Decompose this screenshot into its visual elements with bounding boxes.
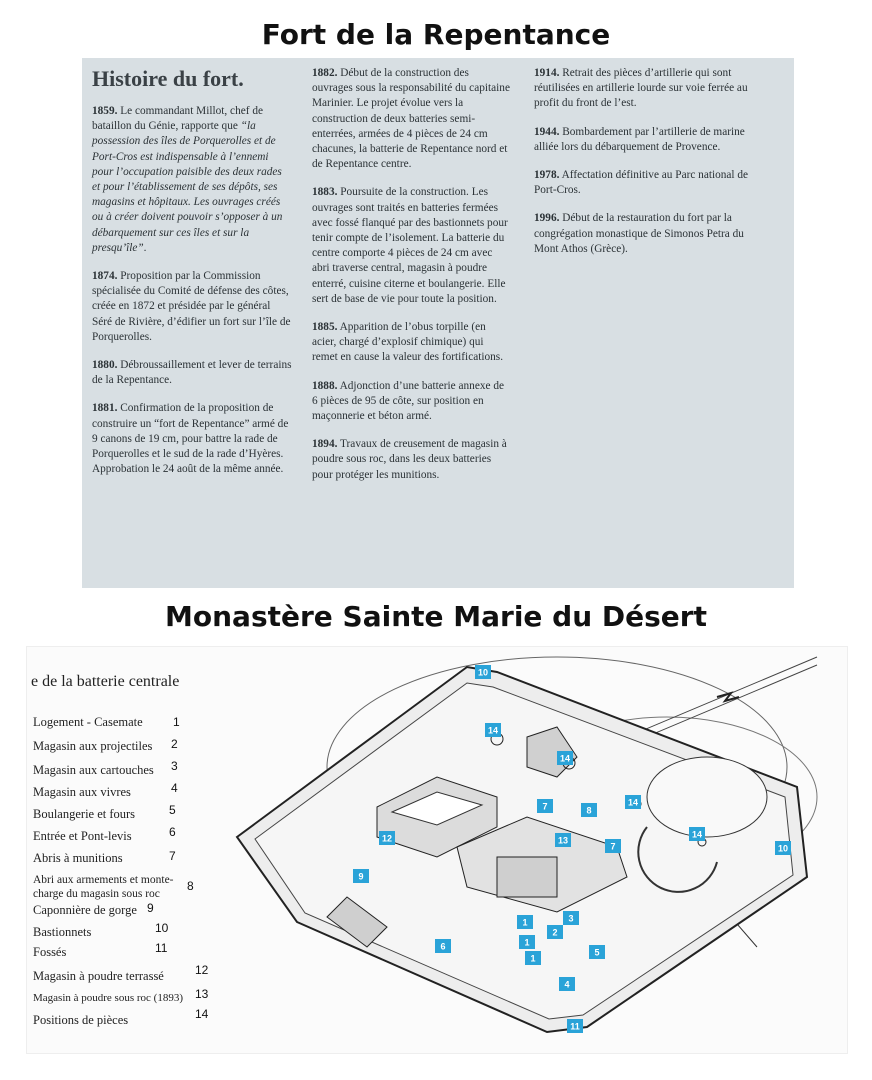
history-entry xyxy=(312,66,512,172)
legend-label: Abris à munitions xyxy=(33,851,123,865)
svg-text:14: 14 xyxy=(487,725,499,736)
entry-year: 1978. xyxy=(534,169,560,182)
entry-text: Affectation définitive au Parc national de Port-Cros. xyxy=(534,169,749,197)
entry-text: . xyxy=(143,241,147,254)
svg-text:3: 3 xyxy=(568,913,574,924)
history-column-2 xyxy=(312,66,512,496)
legend-number: 3 xyxy=(171,759,178,773)
entry-text: Confirmation de la proposition de construire un “fort de Repentance” armé de 9 canons de 19 cm, pour battre la rade de Porquerolles et le sud de la rade d’Hyères. Approbation le 24 août de la même année. xyxy=(92,402,289,476)
legend-label: Positions de pièces xyxy=(33,1013,129,1027)
entry-year: 1859. xyxy=(92,105,118,117)
fort-plan-panel xyxy=(26,646,848,1054)
entry-year: 1874. xyxy=(92,270,118,283)
plan-marker xyxy=(589,945,605,959)
plan-marker xyxy=(567,1019,583,1033)
plan-marker xyxy=(625,795,641,809)
legend-label: Entrée et Pont-levis xyxy=(33,829,132,843)
entry-year: 1882. xyxy=(312,67,338,79)
svg-text:7: 7 xyxy=(542,801,548,812)
svg-text:4: 4 xyxy=(564,979,570,990)
entry-text: Bombardement par l’artillerie de marine alliée lors du débarquement de Provence. xyxy=(534,125,745,153)
legend-label: Abri aux armements et monte-charge du magasin sous roc xyxy=(33,874,174,900)
svg-text:6: 6 xyxy=(440,941,446,952)
entry-year: 1944. xyxy=(534,125,560,138)
legend-label: Boulangerie et fours xyxy=(33,807,136,821)
legend-label: Bastionnets xyxy=(33,925,92,939)
svg-text:7: 7 xyxy=(610,841,616,852)
legend-number: 4 xyxy=(171,781,178,795)
history-entry xyxy=(92,269,292,345)
entry-year: 1914. xyxy=(534,67,560,79)
entry-text: Retrait des pièces d’artillerie qui sont réutilisées en artillerie lourde sur voie ferrée au profit du front de l’est. xyxy=(534,67,748,110)
entry-text: Début de la restauration du fort par la congrégation monastique de Simonos Petra du Mont Athos (Grèce). xyxy=(534,212,744,255)
entry-text: Travaux de creusement de magasin à poudre sous roc, dans les deux batteries pour protéger les munitions. xyxy=(312,438,507,481)
entry-text: Poursuite de la construction. Les ouvrages sont traités en batteries fermées avec fossé flanqué par des bastionnets pour tenir compte de l’isolement. La batterie du centre comporte 4 pièces de 24 cm avec abri traverse central, magasin à poudre enterré, cuisine citerne et boulangerie. Elle sert de base de vie pour toute la position. xyxy=(312,186,508,305)
legend-number: 12 xyxy=(195,963,209,977)
entry-text: Le commandant Millot, chef de bataillon du Génie, rapporte que xyxy=(92,105,263,133)
entry-year: 1880. xyxy=(92,359,118,372)
legend-number: 8 xyxy=(187,879,194,893)
legend-label: Logement - Casemate xyxy=(33,715,143,729)
history-entry xyxy=(312,185,512,307)
plan-marker xyxy=(563,911,579,925)
history-entry xyxy=(92,104,292,256)
plan-marker xyxy=(435,939,451,953)
plan-marker xyxy=(555,833,571,847)
plan-marker xyxy=(379,831,395,845)
legend-number: 7 xyxy=(169,849,176,863)
plan-marker xyxy=(353,869,369,883)
svg-text:14: 14 xyxy=(691,829,703,840)
entry-year: 1894. xyxy=(312,438,338,451)
plan-marker xyxy=(537,799,553,813)
legend-number: 14 xyxy=(195,1007,209,1021)
history-title: Histoire du fort. xyxy=(92,66,244,91)
history-entry xyxy=(534,168,754,198)
plan-marker xyxy=(525,951,541,965)
history-column-1 xyxy=(92,66,292,490)
entry-text: Début de la construction des ouvrages sous la responsabilité du capitaine Marinier. Le projet évolue vers la construction de deux batteries semi-enterrées, armées de 4 pièces de 24 cm chacunes, la batterie de Repentance nord et de Repentance centre. xyxy=(312,67,510,171)
legend-label: Magasin aux cartouches xyxy=(33,763,154,777)
svg-text:10: 10 xyxy=(477,667,489,678)
legend-number: 2 xyxy=(171,737,178,751)
page-title-monastery: Monastère Sainte Marie du Désert xyxy=(165,600,707,633)
legend-label: Magasin aux vivres xyxy=(33,785,131,799)
svg-text:1: 1 xyxy=(524,937,530,948)
history-entry xyxy=(534,66,754,112)
legend-label: Magasin aux projectiles xyxy=(33,739,153,753)
legend-number: 1 xyxy=(173,715,180,729)
history-entry xyxy=(312,320,512,366)
legend-number: 13 xyxy=(195,987,209,1001)
plan-marker xyxy=(475,665,491,679)
entry-text: Adjonction d’une batterie annexe de 6 pièces de 95 de côte, sur position en maçonnerie et béton armé. xyxy=(312,379,504,423)
svg-text:13: 13 xyxy=(557,835,569,846)
svg-text:5: 5 xyxy=(594,947,600,958)
entry-quote: “la possession des îles de Porquerolles et de Port-Cros est indispensable à l’ennemi pour l’occupation paisible des deux rades et pour l’établissement de ses dépôts, ses magasins et hôpitaux. Les ouvrages créés ou à créer doivent pouvoir s’opposer à un débarquement sur ces îles et sur la presqu’île” xyxy=(92,120,283,254)
svg-text:1: 1 xyxy=(522,917,528,928)
legend-title: e de la batterie centrale xyxy=(31,673,180,690)
entry-year: 1881. xyxy=(92,402,118,415)
history-entry xyxy=(312,379,512,425)
svg-text:10: 10 xyxy=(777,843,789,854)
svg-text:8: 8 xyxy=(586,805,592,816)
svg-text:14: 14 xyxy=(559,753,571,764)
plan-marker xyxy=(581,803,597,817)
legend-number: 10 xyxy=(155,921,169,935)
entry-text: Débroussaillement et lever de terrains de la Repentance. xyxy=(92,359,292,387)
legend-label: Caponnière de gorge xyxy=(33,903,137,917)
plan-marker xyxy=(557,751,573,765)
plan-marker xyxy=(485,723,501,737)
history-column-3 xyxy=(534,66,754,270)
svg-text:11: 11 xyxy=(570,1021,580,1032)
legend-label: Magasin à poudre terrassé xyxy=(33,969,164,983)
svg-text:14: 14 xyxy=(627,797,639,808)
plan-marker xyxy=(689,827,705,841)
history-entry xyxy=(534,211,754,257)
svg-text:12: 12 xyxy=(381,833,393,844)
entry-year: 1888. xyxy=(312,379,338,392)
legend-label: Fossés xyxy=(33,945,67,959)
legend-number: 6 xyxy=(169,825,176,839)
entry-text: Proposition par la Commission spécialisée du Comité de défense des côtes, créée en 1872 et présidée par le général Séré de Rivière, d’édifier un fort sur l’île de Porquerolles. xyxy=(92,270,291,343)
plan-marker xyxy=(547,925,563,939)
entry-text: Apparition de l’obus torpille (en acier, chargé d’explosif chimique) qui remet en cause la valeur des fortifications. xyxy=(312,321,504,364)
plan-marker xyxy=(559,977,575,991)
entry-year: 1996. xyxy=(534,212,560,225)
plan-marker xyxy=(775,841,791,855)
svg-text:9: 9 xyxy=(358,871,364,882)
history-entry xyxy=(92,401,292,477)
legend-number: 5 xyxy=(169,803,176,817)
plan-marker xyxy=(517,915,533,929)
svg-text:2: 2 xyxy=(552,927,558,938)
plan-marker xyxy=(519,935,535,949)
entry-year: 1885. xyxy=(312,321,338,334)
legend-number: 11 xyxy=(155,941,168,955)
legend-label: Magasin à poudre sous roc (1893) xyxy=(33,992,183,1004)
legend-number: 9 xyxy=(147,901,154,915)
history-entry xyxy=(312,437,512,483)
fort-plan-drawing xyxy=(197,647,847,1053)
history-entry xyxy=(534,125,754,155)
history-entry xyxy=(92,358,292,388)
plan-marker xyxy=(605,839,621,853)
page-title-fort: Fort de la Repentance xyxy=(261,18,611,51)
entry-year: 1883. xyxy=(312,186,338,199)
svg-text:1: 1 xyxy=(530,953,536,964)
history-panel xyxy=(82,58,794,588)
